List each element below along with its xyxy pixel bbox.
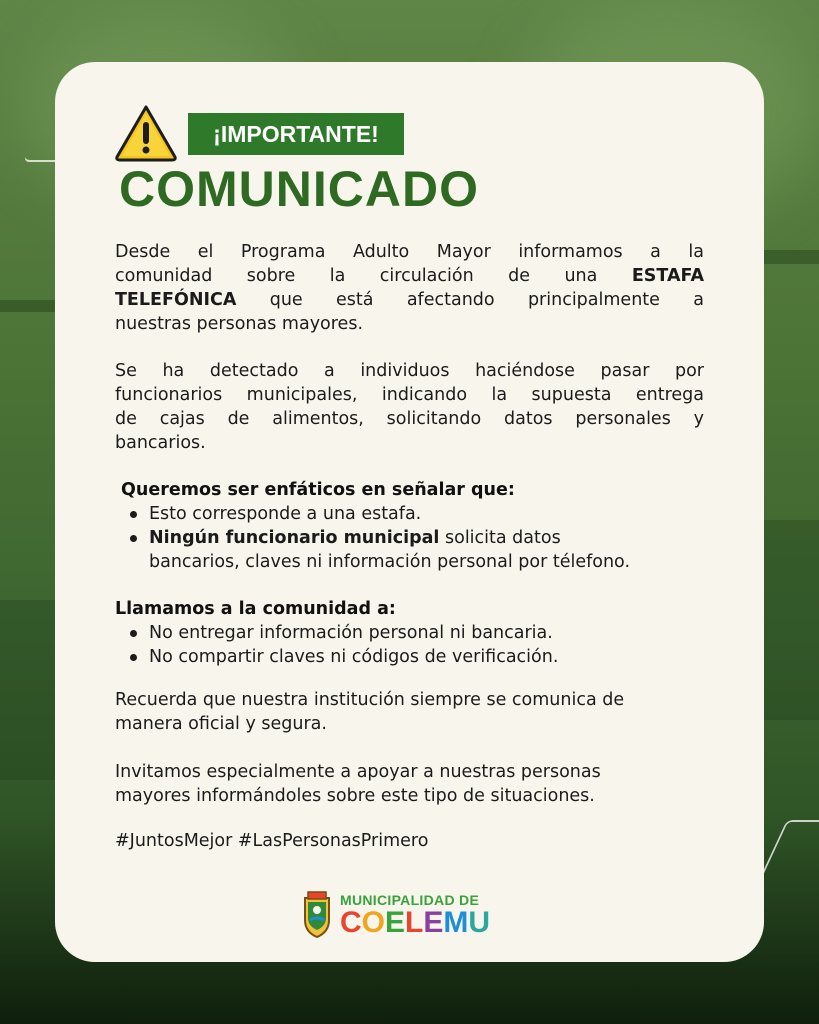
reminder-paragraph: Recuerda que nuestra institución siempre se comunica de manera oficial y segura. xyxy=(115,690,625,734)
call-section xyxy=(115,597,704,669)
section-heading: Llamamos a la comunidad a: xyxy=(115,599,396,619)
logo-letter: M xyxy=(443,906,469,939)
emphasis-list xyxy=(115,502,704,574)
logo-letter: E xyxy=(385,906,406,939)
call-list xyxy=(115,621,704,669)
municipality-logo xyxy=(302,888,522,942)
logo-letter: C xyxy=(340,906,362,939)
invitation-paragraph: Invitamos especialmente a apoyar a nuestras personas mayores informándoles sobre este tipo de situaciones. xyxy=(115,762,601,806)
logo-wordmark xyxy=(340,906,490,940)
list-item: Ningún funcionario municipal solicita datos bancarios, claves ni información personal por télefono. xyxy=(115,526,704,574)
announcement-card xyxy=(55,62,764,962)
crest-icon xyxy=(302,890,332,938)
list-item: Esto corresponde a una estafa. xyxy=(115,502,704,526)
logo-letter: E xyxy=(423,906,444,939)
hashtags: #JuntosMejor #LasPersonasPrimero xyxy=(115,831,429,851)
logo-subtitle: MUNICIPALIDAD DE xyxy=(340,892,480,908)
section-heading: Queremos ser enfáticos en señalar que: xyxy=(121,480,515,500)
list-item: No entregar información personal ni bancaria. xyxy=(115,621,704,645)
warning-icon xyxy=(114,104,178,162)
important-badge: ¡IMPORTANTE! xyxy=(188,113,404,155)
list-item: No compartir claves ni códigos de verificación. xyxy=(115,645,704,669)
page-title: COMUNICADO xyxy=(119,161,479,217)
detection-paragraph: Se ha detectado a individuos haciéndose pasar por funcionarios municipales, indicando la supuesta entrega de cajas de alimentos, solicitando datos personales y bancarios. xyxy=(115,361,704,453)
logo-letter: U xyxy=(468,906,491,939)
logo-letter: O xyxy=(361,906,386,939)
logo-letter: L xyxy=(405,906,424,939)
emphasis-section xyxy=(115,478,704,574)
intro-paragraph: Desde el Programa Adulto Mayor informamos a la comunidad sobre la circulación de una ESTAFA TELEFÓNICA que está afectando principalmente a nuestras personas mayores. xyxy=(115,242,704,334)
